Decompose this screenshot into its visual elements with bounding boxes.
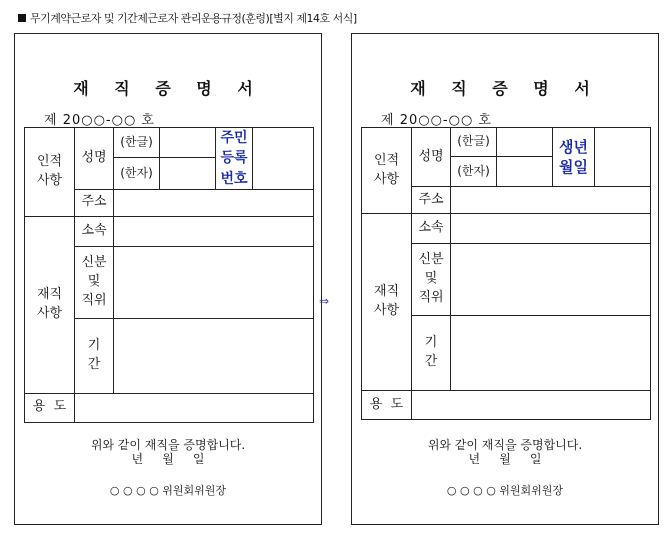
purpose-label: 용 도 xyxy=(362,391,412,420)
form-title: 재 직 증 명 서 xyxy=(410,79,600,98)
certificate-form-before xyxy=(14,33,322,525)
certify-text: 위와 같이 재직을 증명합니다. xyxy=(90,438,246,452)
form-header-text: 무기계약근로자 및 기간제근로자 관리운용규정(훈령)[별지 제14호 서식] xyxy=(30,12,357,25)
period-label: 기 간 xyxy=(75,318,114,393)
id-number-label: 주민 등록 번호 xyxy=(216,128,253,190)
date-line: 년 월 일 xyxy=(468,452,542,466)
affiliation-cell[interactable] xyxy=(114,216,314,246)
period-cell[interactable] xyxy=(114,318,314,393)
hangul-label: (한글) xyxy=(114,128,160,158)
address-label: 주소 xyxy=(75,189,114,216)
issuer-line: ○ ○ ○ ○ 위원회위원장 xyxy=(109,484,227,497)
employment-group-label: 재직 사항 xyxy=(362,214,412,391)
id-number-cell[interactable] xyxy=(253,128,314,190)
hanja-label: (한자) xyxy=(451,157,497,187)
position-cell[interactable] xyxy=(114,246,314,318)
hanja-name-cell[interactable] xyxy=(497,157,553,187)
name-label: 성명 xyxy=(412,128,451,187)
period-cell[interactable] xyxy=(451,316,651,391)
certificate-table xyxy=(361,127,651,420)
hanja-label: (한자) xyxy=(114,158,160,189)
personal-info-group-label: 인적 사항 xyxy=(362,128,412,214)
certificate-form-after xyxy=(351,33,659,525)
square-bullet-icon xyxy=(18,14,26,22)
document-number: 제 20○○-○○ 호 xyxy=(44,113,155,128)
hangul-name-cell[interactable] xyxy=(160,128,216,158)
purpose-cell[interactable] xyxy=(75,393,314,422)
name-label: 성명 xyxy=(75,128,114,190)
position-label: 신분 및 직위 xyxy=(75,246,114,318)
affiliation-cell[interactable] xyxy=(451,214,651,244)
form-header xyxy=(18,10,357,26)
transform-arrow-icon: ⇒ xyxy=(319,294,330,308)
address-cell[interactable] xyxy=(114,189,314,216)
purpose-cell[interactable] xyxy=(412,391,651,420)
birth-date-label: 생년 월일 xyxy=(553,128,595,187)
date-line: 년 월 일 xyxy=(131,452,205,466)
personal-info-group-label: 인적 사항 xyxy=(25,128,75,217)
purpose-label: 용 도 xyxy=(25,393,75,422)
address-label: 주소 xyxy=(412,187,451,214)
hangul-name-cell[interactable] xyxy=(497,128,553,157)
position-label: 신분 및 직위 xyxy=(412,244,451,316)
affiliation-label: 소속 xyxy=(412,214,451,244)
form-title: 재 직 증 명 서 xyxy=(73,79,263,98)
certify-text: 위와 같이 재직을 증명합니다. xyxy=(427,438,583,452)
address-cell[interactable] xyxy=(451,187,651,214)
issuer-line: ○ ○ ○ ○ 위원회위원장 xyxy=(446,484,564,497)
document-number: 제 20○○-○○ 호 xyxy=(381,113,492,128)
period-label: 기 간 xyxy=(412,316,451,391)
hangul-label: (한글) xyxy=(451,128,497,157)
hanja-name-cell[interactable] xyxy=(160,158,216,189)
position-cell[interactable] xyxy=(451,244,651,316)
certificate-table xyxy=(24,127,314,423)
affiliation-label: 소속 xyxy=(75,216,114,246)
employment-group-label: 재직 사항 xyxy=(25,216,75,393)
birth-date-cell[interactable] xyxy=(595,128,651,187)
